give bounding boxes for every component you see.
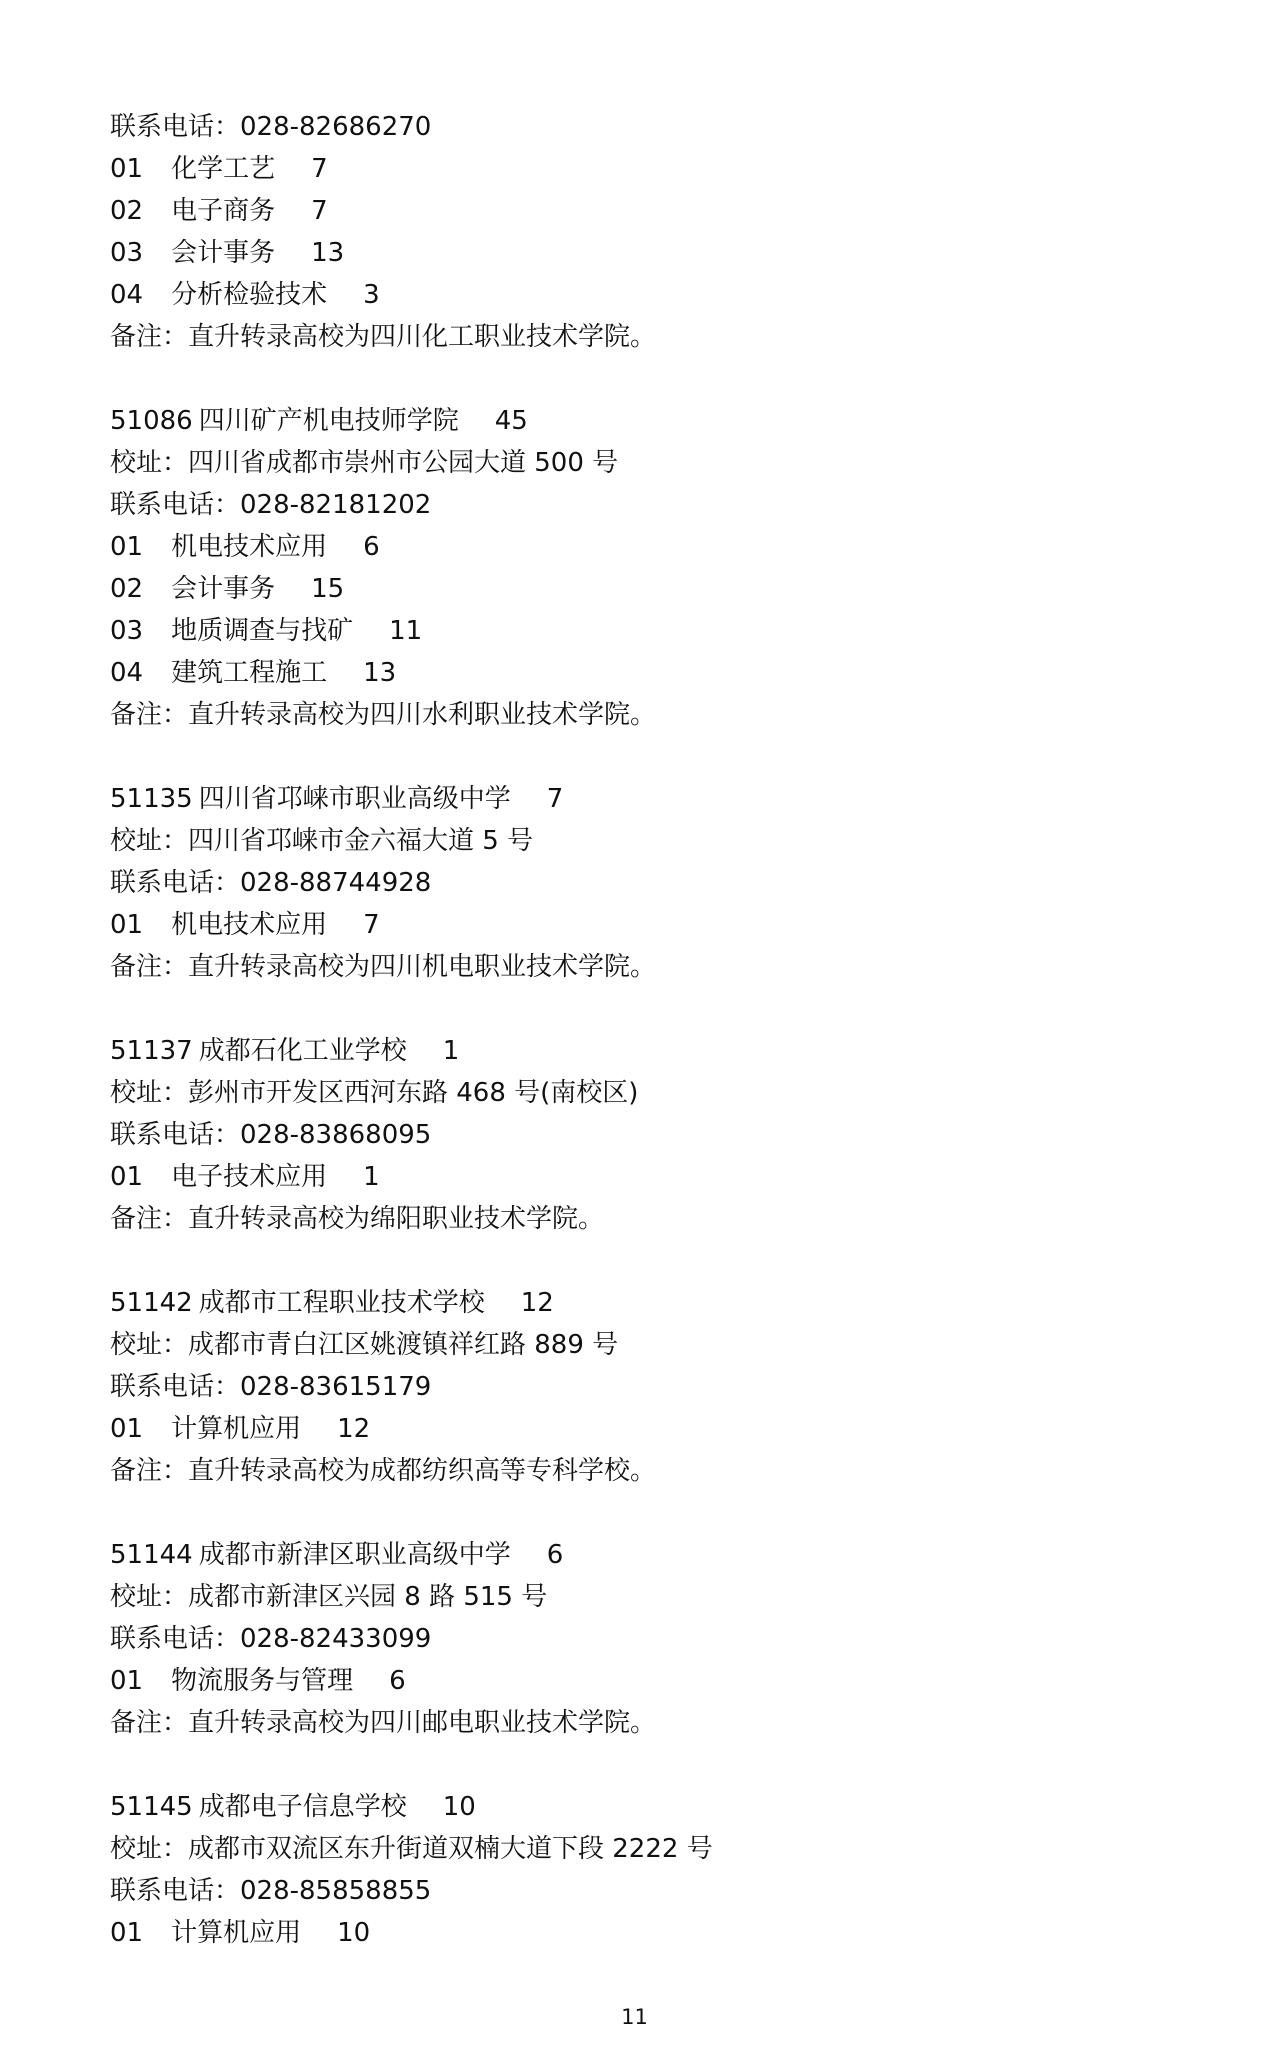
phone-line: 联系电话：028-88744928: [110, 868, 432, 898]
major-row: 02 电子商务 7: [110, 196, 328, 226]
school-header: 51145 成都电子信息学校 10: [110, 1792, 476, 1822]
school-block: [110, 1030, 1190, 1240]
address-line: 校址：四川省邛崃市金六福大道 5 号: [110, 826, 534, 856]
note-line: 备注：直升转录高校为四川机电职业技术学院。: [110, 952, 657, 982]
address-line: 校址：彭州市开发区西河东路 468 号(南校区): [110, 1078, 639, 1108]
school-header: 51142 成都市工程职业技术学校 12: [110, 1288, 554, 1318]
major-row: 04 分析检验技术 3: [110, 280, 380, 310]
note-line: 备注：直升转录高校为四川水利职业技术学院。: [110, 700, 657, 730]
school-block: [110, 1282, 1190, 1492]
school-header: 51135 四川省邛崃市职业高级中学 7: [110, 784, 564, 814]
note-line: 备注：直升转录高校为四川邮电职业技术学院。: [110, 1708, 657, 1738]
school-block: [110, 400, 1190, 736]
phone-line: 联系电话：028-83615179: [110, 1372, 432, 1402]
major-row: 01 机电技术应用 6: [110, 532, 380, 562]
note-line: 备注：直升转录高校为成都纺织高等专科学校。: [110, 1456, 657, 1486]
address-line: 校址：四川省成都市崇州市公园大道 500 号: [110, 448, 619, 478]
school-header: 51137 成都石化工业学校 1: [110, 1036, 460, 1066]
major-row: 01 计算机应用 12: [110, 1414, 371, 1444]
address-line: 校址：成都市双流区东升街道双楠大道下段 2222 号: [110, 1834, 713, 1864]
note-line: 备注：直升转录高校为四川化工职业技术学院。: [110, 322, 657, 352]
major-row: 04 建筑工程施工 13: [110, 658, 397, 688]
school-block: [110, 1786, 1190, 1954]
address-line: 校址：成都市青白江区姚渡镇祥红路 889 号: [110, 1330, 619, 1360]
continued-school-block: [110, 106, 1190, 358]
note-line: 备注：直升转录高校为绵阳职业技术学院。: [110, 1204, 605, 1234]
phone-line: 联系电话：028-82686270: [110, 112, 432, 142]
phone-line: 联系电话：028-82181202: [110, 490, 432, 520]
phone-line: 联系电话：028-82433099: [110, 1624, 432, 1654]
major-row: 01 物流服务与管理 6: [110, 1666, 406, 1696]
phone-line: 联系电话：028-85858855: [110, 1876, 432, 1906]
major-row: 02 会计事务 15: [110, 574, 345, 604]
major-row: 01 机电技术应用 7: [110, 910, 380, 940]
major-row: 03 会计事务 13: [110, 238, 345, 268]
school-header: 51144 成都市新津区职业高级中学 6: [110, 1540, 564, 1570]
school-block: [110, 1534, 1190, 1744]
document-body: [110, 106, 1190, 1954]
address-line: 校址：成都市新津区兴园 8 路 515 号: [110, 1582, 548, 1612]
major-row: 01 计算机应用 10: [110, 1918, 371, 1948]
school-block: [110, 778, 1190, 988]
school-header: 51086 四川矿产机电技师学院 45: [110, 406, 528, 436]
major-row: 01 化学工艺 7: [110, 154, 328, 184]
major-row: 03 地质调查与找矿 11: [110, 616, 423, 646]
phone-line: 联系电话：028-83868095: [110, 1120, 432, 1150]
major-row: 01 电子技术应用 1: [110, 1162, 380, 1192]
page-number: 11: [621, 2005, 648, 2029]
